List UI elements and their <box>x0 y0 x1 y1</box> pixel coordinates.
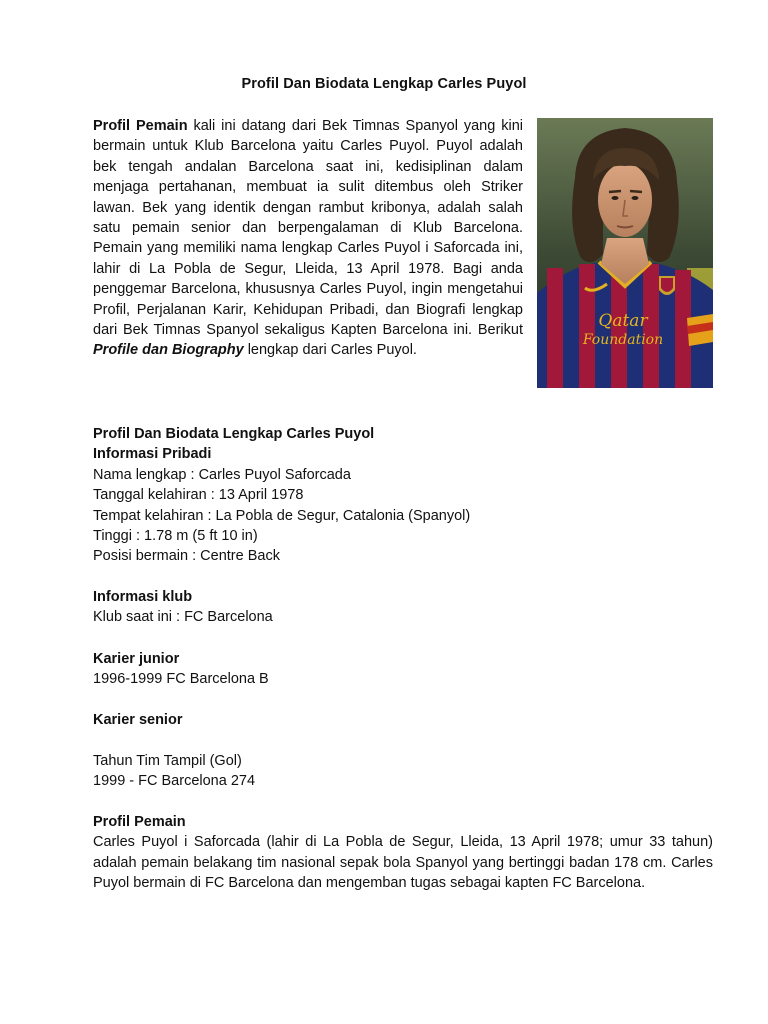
profile-heading: Profil Pemain <box>93 814 186 830</box>
sponsor-line1: Qatar <box>598 311 648 331</box>
personal-info-heading: Informasi Pribadi <box>93 446 212 463</box>
bio-heading: Profil Dan Biodata Lengkap Carles Puyol <box>93 426 375 442</box>
junior-heading: Karier junior <box>93 651 180 667</box>
document-title: Profil Dan Biodata Lengkap Carles Puyol <box>241 76 527 92</box>
player-photo <box>537 118 713 388</box>
bio-line-birth-place: Tempat kelahiran : La Pobla de Segur, Catalonia (Spanyol) <box>93 507 471 524</box>
bio-section <box>93 424 713 567</box>
profile-section <box>93 812 713 894</box>
senior-table-row: 1999 - FC Barcelona 274 <box>93 773 256 790</box>
senior-heading: Karier senior <box>93 712 183 728</box>
bio-line-full-name: Nama lengkap : Carles Puyol Saforcada <box>93 466 351 483</box>
sponsor-line2: Foundation <box>582 332 664 348</box>
bio-line-birth-date: Tanggal kelahiran : 13 April 1978 <box>93 487 304 504</box>
intro-text-b: lengkap dari Carles Puyol. <box>243 342 417 359</box>
intro-text-a: kali ini datang dari Bek Timnas Spanyol yang kini bermain untuk Klub Barcelona yaitu Carles Puyol. Puyol adalah bek tengah andalan Barcelona saat ini, kedisiplinan dalam menjaga pertahanan, membuat ia sulit ditembus oleh Striker lawan. Bek yang identik dengan rambut kribonya, adalah salah satu pemain senior dan berpengalaman di Klub Barcelona. Pemain yang memiliki nama lengkap Carles Puyol i Saforcada ini, lahir di La Pobla de Segur, Lleida, 13 April 1978. Bagi anda penggemar Barcelona, khususnya Carles Puyol, ingin mengetahui Profil, Perjalanan Karir, Kehidupan Pribadi, dan Biografi lengkap dari Bek Timnas Spanyol sekaligus Kapten Barcelona ini. Berikut <box>93 118 523 339</box>
club-heading: Informasi klub <box>93 589 193 605</box>
bio-line-position: Posisi bermain : Centre Back <box>93 548 280 565</box>
intro-lead: Profil Pemain <box>93 118 188 134</box>
club-line: Klub saat ini : FC Barcelona <box>93 609 273 626</box>
senior-heading-block <box>93 710 713 730</box>
bio-line-height: Tinggi : 1.78 m (5 ft 10 in) <box>93 528 258 545</box>
profile-paragraph: Carles Puyol i Saforcada (lahir di La Pobla de Segur, Lleida, 13 April 1978; umur 33 tahun) adalah pemain belakang tim nasional sepak bola Spanyol yang bertinggi badan 178 cm. Carles Puyol bermain di FC Barcelona dan mengemban tugas sebagai kapten FC Barcelona. <box>93 834 713 892</box>
club-section <box>93 587 713 628</box>
junior-line: 1996-1999 FC Barcelona B <box>93 671 269 688</box>
senior-table <box>93 751 713 792</box>
junior-section <box>93 649 713 690</box>
senior-table-header: Tahun Tim Tampil (Gol) <box>93 753 242 769</box>
intro-emphasis: Profile dan Biography <box>93 342 244 359</box>
intro-paragraph <box>93 116 523 361</box>
